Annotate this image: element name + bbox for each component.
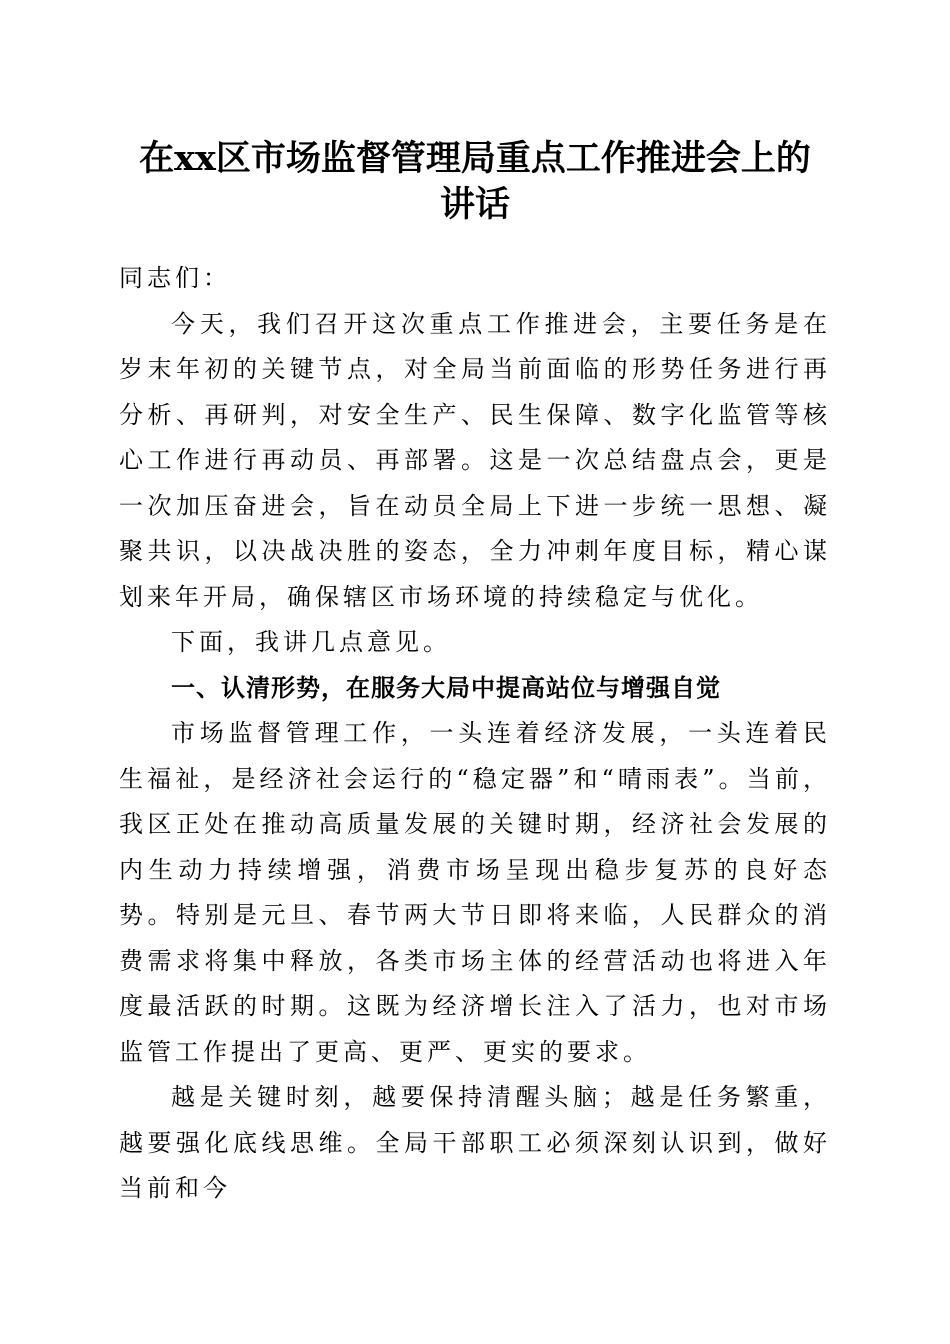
document-title: [100, 136, 850, 228]
salutation: 同志们：: [119, 264, 231, 292]
title-line-1: 在xx区市场监督管理局重点工作推进会上的: [139, 138, 811, 179]
paragraph: 越是关键时刻，越要保持清醒头脑；越是任务繁重，越要强化底线思维。全局干部职工必须深刻认识到，做好当前和今: [119, 1083, 831, 1202]
title-line-2: 讲话: [439, 184, 510, 225]
document-body: [119, 256, 831, 1212]
paragraph: 下面，我讲几点意见。: [171, 628, 451, 656]
paragraph: 今天，我们召开这次重点工作推进会，主要任务是在岁末年初的关键节点，对全局当前面临的形势任务进行再分析、再研判，对安全生产、民生保障、数字化监管等核心工作进行再动员、再部署。这是一次总结盘点会，更是一次加压奋进会，旨在动员全局上下进一步统一思想、凝聚共识，以决战决胜的姿态，全力冲刺年度目标，精心谋划来年开局，确保辖区市场环境的持续稳定与优化。: [119, 309, 831, 611]
paragraph: 市场监督管理工作，一头连着经济发展，一头连着民生福祉，是经济社会运行的“稳定器”和“晴雨表”。当前，我区正处在推动高质量发展的关键时期，经济社会发展的内生动力持续增强，消费市场呈现出稳步复苏的良好态势。特别是元旦、春节两大节日即将来临，人民群众的消费需求将集中释放，各类市场主体的经营活动也将进入年度最活跃的时期。这既为经济增长注入了活力，也对市场监管工作提出了更高、更严、更实的要求。: [119, 719, 831, 1066]
section-heading: 一、认清形势，在服务大局中提高站位与增强自觉: [171, 673, 721, 702]
